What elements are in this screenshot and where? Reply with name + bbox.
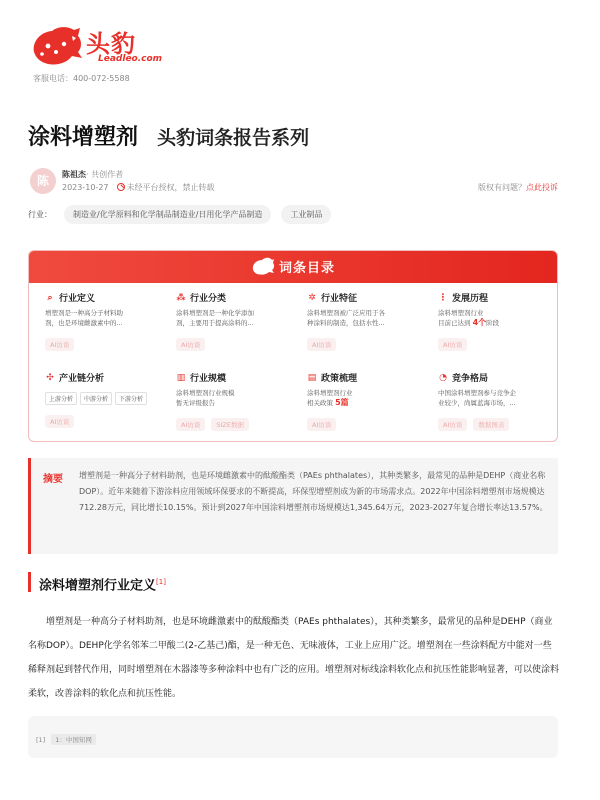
abstract-label: 摘要 <box>43 474 63 485</box>
toc-desc: 涂料增塑剂行业规模 暂无评级报告 <box>176 389 235 407</box>
industry-row <box>28 204 341 224</box>
toc-item-title: 政策梳理 <box>321 374 358 384</box>
toc-item-classification[interactable] <box>176 291 301 351</box>
toc-item-title: 行业规模 <box>190 374 227 384</box>
toc-desc: 增塑剂是一种高分子材料助 剂，也是环境雌激素中的... <box>45 309 123 327</box>
section-body: 增塑剂是一种高分子材料助剂，也是环境雌激素中的酞酸酯类（PAEs phthalates），其种类繁多，最常见的品种是DEHP（商业名称DOP）。DEHP化学名邻苯二甲酸二(2-乙基己)酯，是一种无色、无味液体，工业上应用广泛。增塑剂在一些涂料配方中能对一些稀释剂起到替代作用，同时增塑剂在木器漆等多种涂料中也有广泛的应用。增塑剂对标线涂料软化点和抗压性能影响显著，可以使涂料柔软，改善涂料的软化点和抗压性能。 <box>28 617 560 699</box>
toc-item-title: 行业定义 <box>59 294 96 304</box>
chart-data-tag[interactable]: 数据图表 <box>473 418 509 431</box>
toc-item-scale[interactable] <box>176 371 301 431</box>
industry-label: 行业： <box>28 209 52 219</box>
toc-item-title: 发展历程 <box>452 294 489 304</box>
ai-interview-tag[interactable]: AI访谈 <box>307 338 336 351</box>
author-role: · 共创作者 <box>86 170 124 179</box>
industry-chip[interactable]: 工业制品 <box>281 205 331 224</box>
ai-interview-tag[interactable]: AI访谈 <box>176 418 205 431</box>
ai-interview-tag[interactable]: AI访谈 <box>307 418 336 431</box>
section-title: 涂料增塑剂行业定义 <box>39 578 157 594</box>
upstream-subtag[interactable]: 上游分析 <box>45 392 77 405</box>
toc-item-title: 产业链分析 <box>59 374 105 384</box>
ai-interview-tag[interactable]: AI访谈 <box>45 415 74 428</box>
service-hotline: 客服电话：400-072-5588 <box>33 74 130 83</box>
search-doc-icon: ⌕ <box>47 292 53 303</box>
page-title: 涂料增塑剂 <box>28 125 139 150</box>
toc-item-competition[interactable] <box>438 371 558 431</box>
publish-meta <box>62 182 215 193</box>
toc-desc: 涂料增塑剂行业 目前已达到 4个阶段 <box>438 309 500 327</box>
author-info <box>62 169 123 180</box>
toc-panel <box>28 250 558 442</box>
toc-item-title: 行业特征 <box>321 294 358 304</box>
pie-chart-icon: ◔ <box>439 372 447 383</box>
page-title-row <box>28 120 309 151</box>
references-box <box>28 716 558 758</box>
industry-chip[interactable]: 制造业/化学原料和化学制品制造业/日用化学产品制造 <box>64 205 271 224</box>
author-name[interactable]: 陈祖杰 <box>62 170 86 179</box>
toc-item-title: 行业分类 <box>190 294 227 304</box>
downstream-subtag[interactable]: 下游分析 <box>115 392 147 405</box>
reference-source[interactable]: 1：中国知网 <box>51 734 96 745</box>
ai-interview-tag[interactable]: AI访谈 <box>176 338 205 351</box>
complaint-link[interactable]: 点此投诉 <box>526 183 558 192</box>
timeline-icon: ⋮ <box>438 292 448 303</box>
gear-icon: ✲ <box>308 292 316 303</box>
reprint-notice: 未经平台授权，禁止转载 <box>126 183 215 192</box>
bar-chart-icon: ▥ <box>176 372 186 383</box>
brand-logo[interactable] <box>28 22 168 70</box>
ai-interview-tag[interactable]: AI访谈 <box>45 338 74 351</box>
ai-interview-tag[interactable]: AI访谈 <box>438 418 467 431</box>
chain-icon: ✣ <box>46 372 54 383</box>
toc-desc: 涂料增塑剂被广泛应用于各 种涂料的制造，包括水性... <box>307 309 385 327</box>
toc-item-history[interactable] <box>438 291 558 351</box>
toc-title: 词条目录 <box>278 260 336 276</box>
reference-index: [1] <box>36 736 46 744</box>
toc-desc: 涂料增塑剂是一种化学添加 剂，主要用于提高涂料的... <box>176 309 254 327</box>
brand-name-cn: 头豹 <box>86 30 136 58</box>
citation-link[interactable]: [1] <box>156 578 166 586</box>
author-avatar[interactable]: 陈 <box>30 168 56 194</box>
toc-item-title: 竞争格局 <box>452 374 489 384</box>
copyright-report <box>478 182 558 193</box>
reference-item[interactable] <box>36 734 96 745</box>
publish-date: 2023-10-27 <box>62 183 109 192</box>
leopard-logo-icon <box>28 22 84 70</box>
ai-interview-tag[interactable]: AI访谈 <box>438 338 467 351</box>
hierarchy-icon: ⁂ <box>176 292 186 303</box>
toc-desc: 中国涂料增塑剂参与竞争企 业较少，尚属蓝海市场，... <box>438 389 516 407</box>
toc-item-definition[interactable] <box>45 291 170 351</box>
abstract-box <box>28 458 558 554</box>
brand-name-en: Leadleo.com <box>98 54 163 64</box>
toc-grid <box>29 283 557 442</box>
toc-header <box>29 251 557 283</box>
policy-icon: ▤ <box>307 372 317 383</box>
size-data-tag[interactable]: SIZE数据 <box>211 418 249 431</box>
no-entry-icon <box>117 183 125 191</box>
page-subtitle: 头豹词条报告系列 <box>157 127 310 149</box>
copyright-question: 版权有问题？ <box>478 183 526 192</box>
midstream-subtag[interactable]: 中游分析 <box>80 392 112 405</box>
section-heading <box>28 572 166 592</box>
toc-desc: 涂料增塑剂行业 相关政策 5篇 <box>307 389 353 407</box>
toc-item-policy[interactable] <box>307 371 432 431</box>
leopard-icon <box>251 256 275 276</box>
toc-item-chain[interactable] <box>45 371 170 428</box>
abstract-text: 增塑剂是一种高分子材料助剂，也是环境雌激素中的酞酸酯类（PAEs phthalates），其种类繁多，最常见的品种是DEHP（商业名称DOP）。近年来随着下游涂料应用领域环保要求的不断提高，环保型增塑剂成为新的市场需求点。2022年中国涂料增塑剂市场规模达712.28万元，同比增长10.15%。预计到2027年中国涂料增塑剂市场规模达1,345.64万元，2023-2027年复合增长率达13.57%。 <box>79 471 548 512</box>
toc-item-features[interactable] <box>307 291 432 351</box>
